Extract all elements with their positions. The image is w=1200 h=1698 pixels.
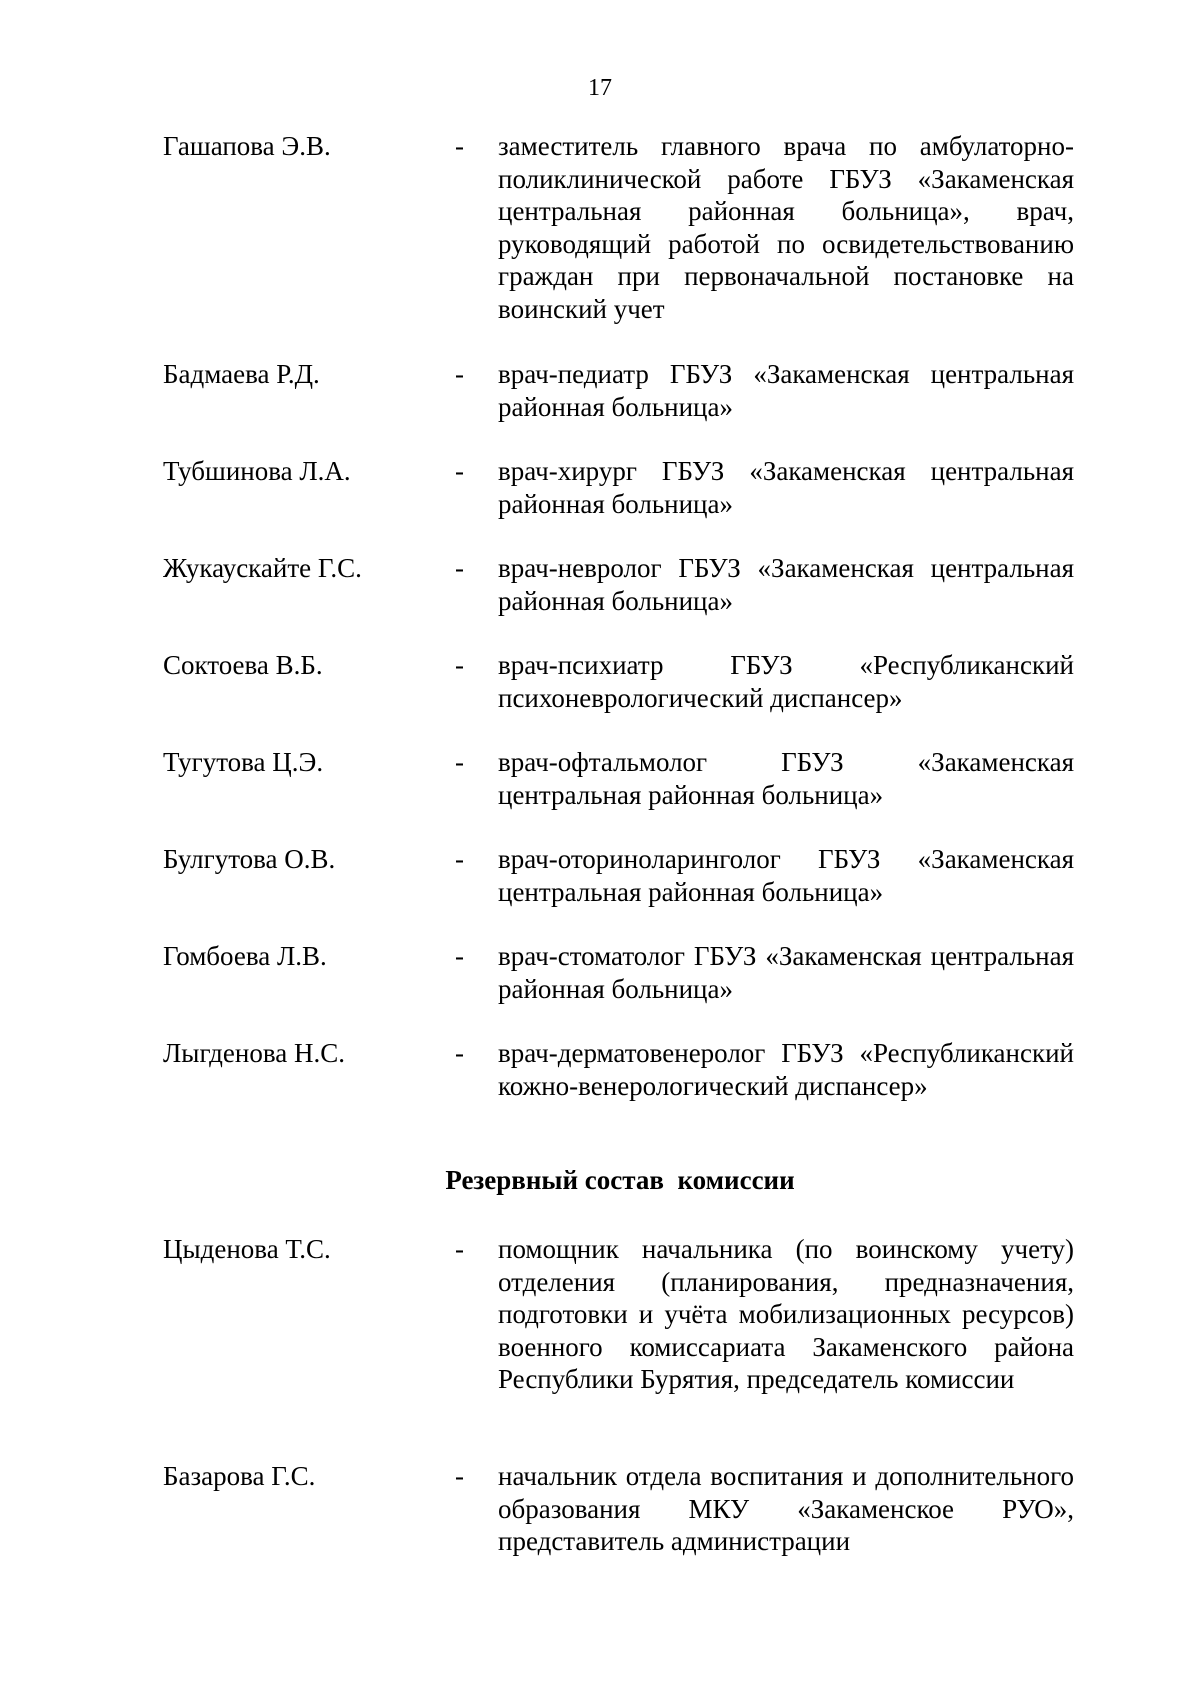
separator-dash: - [455,1234,464,1264]
member-position: врач-оториноларинголог ГБУЗ «Закаменская центральная районная больница» [498,844,1074,907]
member-name: Базарова Г.С. [163,1461,316,1491]
separator-dash: - [455,131,464,161]
member-name: Цыденова Т.С. [163,1234,331,1264]
member-name: Бадмаева Р.Д. [163,359,320,389]
separator-dash: - [455,1038,464,1068]
member-name: Жукаускайте Г.С. [163,553,362,583]
member-position: начальник отдела воспитания и дополнительного образования МКУ «Закаменское РУО», представитель администрации [498,1461,1074,1556]
member-name: Гашапова Э.В. [163,131,331,161]
separator-dash: - [455,941,464,971]
member-position: врач-хирург ГБУЗ «Закаменская центральная районная больница» [498,456,1074,519]
member-name: Гомбоева Л.В. [163,941,327,971]
separator-dash: - [455,650,464,680]
member-position: врач-педиатр ГБУЗ «Закаменская центральная районная больница» [498,359,1074,422]
separator-dash: - [455,747,464,777]
separator-dash: - [455,553,464,583]
separator-dash: - [455,456,464,486]
member-name: Лыгденова Н.С. [163,1038,345,1068]
separator-dash: - [455,844,464,874]
member-position: врач-дерматовенеролог ГБУЗ «Республиканский кожно-венерологический диспансер» [498,1038,1074,1101]
member-name: Тугутова Ц.Э. [163,747,324,777]
member-position: помощник начальника (по воинскому учету) отделения (планирования, предназначения, подготовки и учёта мобилизационных ресурсов) военного комиссариата Закаменского района Республики Бурятия, председатель комиссии [498,1234,1074,1394]
section-heading: Резервный состав комиссии [445,1165,795,1195]
member-name: Тубшинова Л.А. [163,456,351,486]
member-position: врач-офтальмолог ГБУЗ «Закаменская центральная районная больница» [498,747,1074,810]
separator-dash: - [455,359,464,389]
page-number: 17 [588,75,612,101]
member-name: Соктоева В.Б. [163,650,323,680]
member-position: врач-стоматолог ГБУЗ «Закаменская центральная районная больница» [498,941,1074,1004]
separator-dash: - [455,1461,464,1491]
member-position: заместитель главного врача по амбулаторно-поликлинической работе ГБУЗ «Закаменская центральная районная больница», врач, руководящий работой по освидетельствованию граждан при первоначальной постановке на воинский учет [498,131,1074,324]
member-position: врач-невролог ГБУЗ «Закаменская центральная районная больница» [498,553,1074,616]
member-name: Булгутова О.В. [163,844,336,874]
member-position: врач-психиатр ГБУЗ «Республиканский психоневрологический диспансер» [498,650,1074,713]
